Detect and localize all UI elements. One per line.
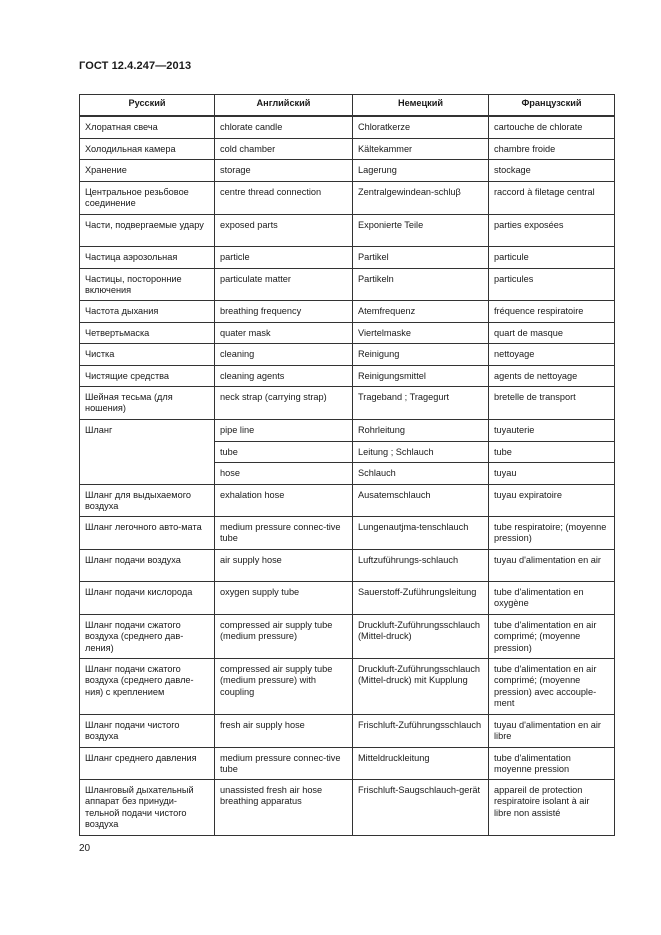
cell-german: Exponierte Teile [353, 214, 489, 246]
cell-german: Reinigungsmittel [353, 365, 489, 386]
cell-russian: Частицы, посторонние включения [80, 268, 215, 300]
cell-english: cleaning agents [215, 365, 353, 386]
column-header-french: Французский [489, 95, 615, 117]
cell-english: tube [215, 441, 353, 462]
cell-russian: Частота дыхания [80, 300, 215, 322]
table-row [80, 300, 615, 322]
cell-russian: Шейная тесьма (для ношения) [80, 386, 215, 419]
cell-german: Reinigung [353, 343, 489, 365]
cell-german: Rohrleitung [353, 419, 489, 441]
cell-french: chambre froide [489, 138, 615, 159]
table-row [80, 268, 615, 300]
cell-english: unassisted fresh air hose breathing apparatus [215, 779, 353, 835]
cell-german: Lagerung [353, 159, 489, 181]
cell-german: Lungenautjma-tenschlauch [353, 516, 489, 549]
cell-german: Druckluft-Zuführungsschlauch (Mittel-druck) [353, 614, 489, 658]
cell-french: agents de nettoyage [489, 365, 615, 386]
cell-english: fresh air supply hose [215, 714, 353, 747]
cell-english: compressed air supply tube (medium pressure) with coupling [215, 658, 353, 714]
cell-french: nettoyage [489, 343, 615, 365]
cell-russian: Центральное резьбовое соединение [80, 181, 215, 214]
cell-russian: Шланг для выдыхаемого воздуха [80, 484, 215, 516]
cell-french: quart de masque [489, 322, 615, 343]
table-row [80, 343, 615, 365]
cell-german: Partikel [353, 246, 489, 268]
cell-german: Leitung ; Schlauch [353, 441, 489, 462]
cell-german: Sauerstoff-Zuführungsleitung [353, 581, 489, 614]
cell-english: exposed parts [215, 214, 353, 246]
cell-german: Partikeln [353, 268, 489, 300]
cell-french: raccord à filetage central [489, 181, 615, 214]
cell-english: quater mask [215, 322, 353, 343]
cell-french: cartouche de chlorate [489, 116, 615, 138]
table-row [80, 246, 615, 268]
table-header-row [80, 95, 615, 117]
cell-russian: Шланг легочного авто-мата [80, 516, 215, 549]
table-row [80, 779, 615, 835]
cell-french: stockage [489, 159, 615, 181]
cell-english: hose [215, 462, 353, 484]
cell-russian: Хранение [80, 159, 215, 181]
cell-french: particule [489, 246, 615, 268]
cell-german: Zentralgewindean-schluβ [353, 181, 489, 214]
cell-french: tube respiratoire; (moyenne pression) [489, 516, 615, 549]
table-row [80, 181, 615, 214]
cell-english: centre thread connection [215, 181, 353, 214]
cell-french: tube d'alimentation en air comprimé; (moyenne pression) avec accouple-ment [489, 658, 615, 714]
column-header-english: Английский [215, 95, 353, 117]
cell-english: cleaning [215, 343, 353, 365]
cell-english: compressed air supply tube (medium pressure) [215, 614, 353, 658]
cell-english: medium pressure connec-tive tube [215, 516, 353, 549]
cell-german: Schlauch [353, 462, 489, 484]
table-row [80, 658, 615, 714]
table-row [80, 747, 615, 779]
cell-english: particulate matter [215, 268, 353, 300]
cell-russian: Шланг подачи сжатого воздуха (среднего дав-ления) [80, 614, 215, 658]
cell-french: fréquence respiratoire [489, 300, 615, 322]
cell-french: bretelle de transport [489, 386, 615, 419]
cell-english: pipe line [215, 419, 353, 441]
cell-french: appareil de protection respiratoire isolant à air libre non assisté [489, 779, 615, 835]
column-header-russian: Русский [80, 95, 215, 117]
column-header-german: Немецкий [353, 95, 489, 117]
cell-french: parties exposées [489, 214, 615, 246]
cell-french: tube d'alimentation en air comprimé; (moyenne pression) [489, 614, 615, 658]
cell-english: exhalation hose [215, 484, 353, 516]
cell-french: tube d'alimentation en oxygène [489, 581, 615, 614]
cell-german: Chloratkerze [353, 116, 489, 138]
terms-table [79, 94, 615, 836]
cell-russian: Холодильная камера [80, 138, 215, 159]
table-row [80, 549, 615, 581]
cell-russian: Части, подвергаемые удару [80, 214, 215, 246]
cell-russian: Шланг [80, 419, 215, 484]
cell-russian: Шланг подачи воздуха [80, 549, 215, 581]
cell-russian: Чистящие средства [80, 365, 215, 386]
cell-french: tuyau d'alimentation en air [489, 549, 615, 581]
document-header: ГОСТ 12.4.247—2013 [79, 60, 192, 72]
cell-english: oxygen supply tube [215, 581, 353, 614]
cell-german: Trageband ; Tragegurt [353, 386, 489, 419]
cell-german: Luftzuführungs-schlauch [353, 549, 489, 581]
cell-french: tuyau expiratoire [489, 484, 615, 516]
cell-german: Mitteldruckleitung [353, 747, 489, 779]
table-row [80, 365, 615, 386]
table-row [80, 516, 615, 549]
cell-russian: Хлоратная свеча [80, 116, 215, 138]
cell-english: medium pressure connec-tive tube [215, 747, 353, 779]
cell-german: Druckluft-Zuführungsschlauch (Mittel-druck) mit Kupplung [353, 658, 489, 714]
cell-french: tuyau d'alimentation en air libre [489, 714, 615, 747]
table-row [80, 386, 615, 419]
table-row [80, 484, 615, 516]
table-row [80, 116, 615, 138]
table-row [80, 322, 615, 343]
cell-english: storage [215, 159, 353, 181]
cell-russian: Шланг подачи кислорода [80, 581, 215, 614]
cell-german: Ausatemschlauch [353, 484, 489, 516]
table-row [80, 614, 615, 658]
cell-german: Viertelmaske [353, 322, 489, 343]
table-row [80, 159, 615, 181]
cell-english: particle [215, 246, 353, 268]
cell-russian: Шланговый дыхательный аппарат без принуди-тельной подачи чистого воздуха [80, 779, 215, 835]
cell-french: tube [489, 441, 615, 462]
table-row [80, 214, 615, 246]
cell-french: tuyau [489, 462, 615, 484]
cell-russian: Шланг среднего давления [80, 747, 215, 779]
table-row [80, 138, 615, 159]
cell-russian: Чистка [80, 343, 215, 365]
cell-russian: Частица аэрозольная [80, 246, 215, 268]
cell-russian: Шланг подачи чистого воздуха [80, 714, 215, 747]
cell-english: neck strap (carrying strap) [215, 386, 353, 419]
cell-german: Kältekammer [353, 138, 489, 159]
cell-french: tuyauterie [489, 419, 615, 441]
cell-russian: Шланг подачи сжатого воздуха (среднего давле-ния) с креплением [80, 658, 215, 714]
cell-french: particules [489, 268, 615, 300]
cell-english: breathing frequency [215, 300, 353, 322]
cell-german: Frischluft-Saugschlauch-gerät [353, 779, 489, 835]
page-number: 20 [79, 843, 91, 854]
cell-german: Atemfrequenz [353, 300, 489, 322]
cell-german: Frischluft-Zuführungsschlauch [353, 714, 489, 747]
cell-russian: Четвертьмаска [80, 322, 215, 343]
table-row [80, 581, 615, 614]
cell-english: air supply hose [215, 549, 353, 581]
cell-french: tube d'alimentation moyenne pression [489, 747, 615, 779]
cell-english: chlorate candle [215, 116, 353, 138]
table-row [80, 419, 615, 441]
table-row [80, 714, 615, 747]
cell-english: cold chamber [215, 138, 353, 159]
